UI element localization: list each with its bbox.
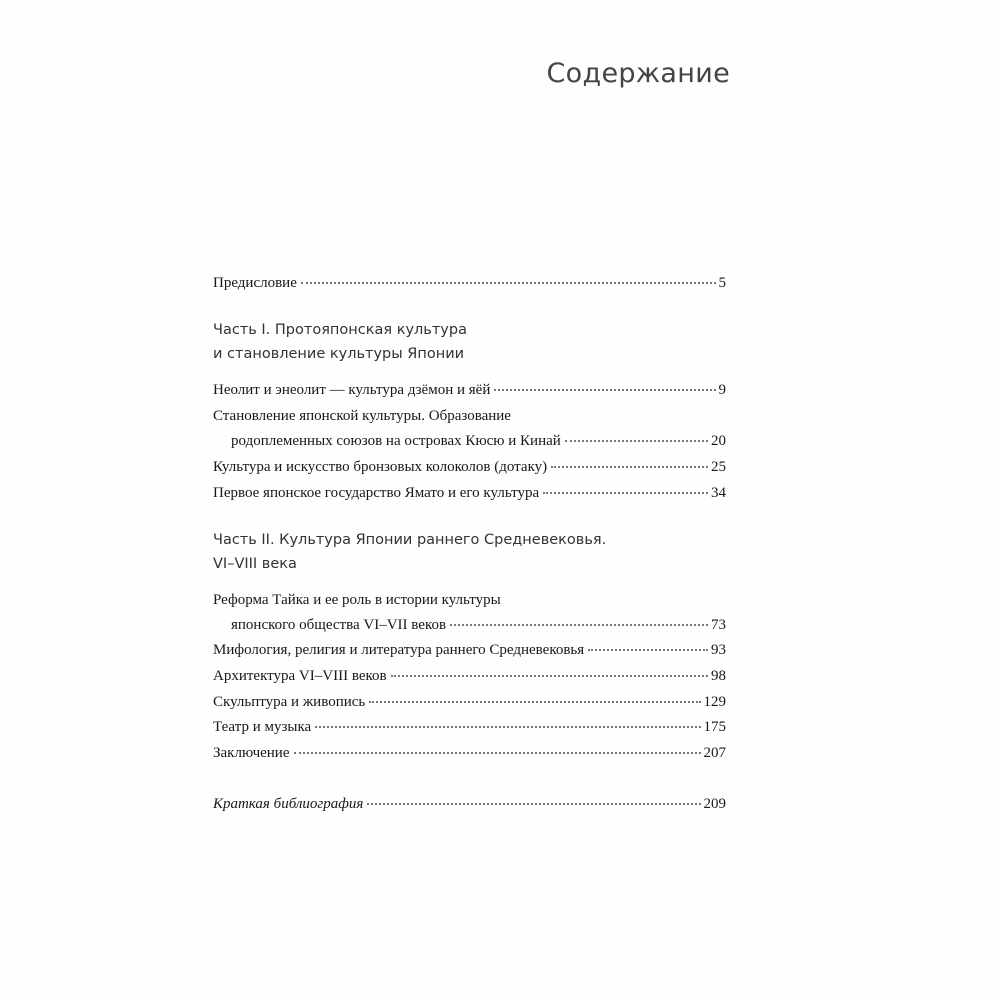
dot-leader <box>294 752 701 754</box>
toc-entry-label: Предисловие <box>213 275 297 291</box>
toc-entry[interactable] <box>213 745 726 762</box>
toc-entry[interactable] <box>213 485 726 502</box>
page-title: Содержание <box>546 58 730 89</box>
dot-leader <box>551 466 708 468</box>
toc-entry-label: Заключение <box>213 745 290 761</box>
part-1-heading-line-1: Часть I. Протояпонская культура <box>213 322 467 338</box>
toc-page-number: 9 <box>718 382 726 398</box>
dot-leader <box>450 624 708 626</box>
toc-entry-label: Первое японское государство Ямато и его культура <box>213 485 540 501</box>
toc-entry-label: Неолит и энеолит — культура дзёмон и яёй <box>213 382 491 398</box>
toc-entry-bibliography[interactable] <box>213 796 726 813</box>
toc-page-number: 25 <box>711 459 726 475</box>
part-1-heading-line-2: и становление культуры Японии <box>213 346 465 362</box>
toc-entry-label-line-2: японского общества VI–VII веков <box>231 617 447 633</box>
toc-entry[interactable] <box>213 382 726 399</box>
toc-entry-label-line-1[interactable]: Реформа Тайка и ее роль в истории культуры <box>213 592 501 608</box>
toc-entry[interactable] <box>231 617 726 634</box>
dot-leader <box>588 649 708 651</box>
toc-page-number: 20 <box>711 433 726 449</box>
dot-leader <box>369 701 700 703</box>
dot-leader <box>391 675 708 677</box>
dot-leader <box>367 803 700 805</box>
toc-entry[interactable] <box>213 719 726 736</box>
toc-page-number: 98 <box>711 668 726 684</box>
toc-page-number: 34 <box>711 485 726 501</box>
toc-entry-label: Мифология, религия и литература раннего Средневековья <box>213 642 585 658</box>
toc-page-number: 207 <box>703 745 726 761</box>
toc-entry-label: Архитектура VI–VIII веков <box>213 668 387 684</box>
toc-page-number: 129 <box>703 694 726 710</box>
part-2-heading-line-2: VI–VIII века <box>213 556 297 572</box>
dot-leader <box>565 440 708 442</box>
toc-page-number: 73 <box>711 617 726 633</box>
toc-page-number: 5 <box>718 275 726 291</box>
toc-entry-label-line-2: родоплеменных союзов на островах Кюсю и Кинай <box>231 433 561 449</box>
dot-leader <box>543 492 708 494</box>
toc-entry-label: Культура и искусство бронзовых колоколов (дотаку) <box>213 459 548 475</box>
toc-entry[interactable] <box>213 642 726 659</box>
toc-entry[interactable] <box>231 433 726 450</box>
toc-entry-label: Краткая библиография <box>213 796 364 812</box>
toc-entry-label-line-1[interactable]: Становление японской культуры. Образование <box>213 408 511 424</box>
toc-entry[interactable] <box>213 694 726 711</box>
dot-leader <box>301 282 716 284</box>
toc-entry-preface[interactable] <box>213 275 726 292</box>
part-2-heading-line-1: Часть II. Культура Японии раннего Средневековья. <box>213 532 607 548</box>
dot-leader <box>315 726 700 728</box>
toc-entry-label: Скульптура и живопись <box>213 694 366 710</box>
dot-leader <box>494 389 715 391</box>
toc-page-number: 209 <box>703 796 726 812</box>
toc-page-number: 93 <box>711 642 726 658</box>
toc-entry[interactable] <box>213 459 726 476</box>
toc-entry-label: Театр и музыка <box>213 719 312 735</box>
toc-entry[interactable] <box>213 668 726 685</box>
toc-page-number: 175 <box>703 719 726 735</box>
